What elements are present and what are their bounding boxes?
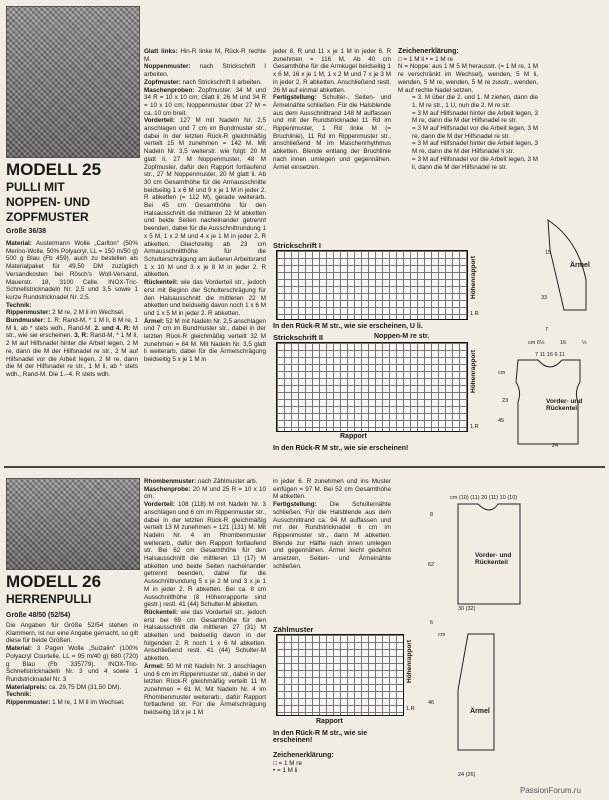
m26-col2-p: Rhombenmuster: nach Zählmuster arb. (144, 478, 258, 485)
zaehlmuster-hoehenrapport: Höhenrapport (406, 640, 413, 683)
model-25-size: Größe 36/38 (6, 228, 47, 235)
body-dim: 11 (539, 352, 546, 358)
model-25-col3 (273, 48, 391, 171)
model-25-subtitle-2: NOPPEN- UND (6, 195, 91, 209)
m25-legend-item: = 3 M auf Hilfsnadel vor die Arbeit legen, 3 M re, dann die M der Hilfsnadel re str. (412, 125, 538, 140)
sleeve-label-26: Ärmel (470, 708, 490, 715)
body-dim: 11 (559, 352, 565, 358)
body26-dim: 6 (430, 620, 434, 626)
model-26-col1 (6, 622, 138, 707)
sleeve-dim: 16 (560, 340, 567, 346)
m26-col1-p: Rippenmuster: 1 M re, 1 M li im Wechsel. (6, 699, 125, 707)
m25-legend-item: N = Noppe: aus 1 M 5 M herausstr. (= 1 M re, 1 M re verschränkt im Wechsel), wenden, 5 M li, wenden, 5 M re, wenden, 5 M re zusstr., wenden, M auf rechte Nadel setzen. (398, 63, 538, 94)
m26-col1-p: Technik: (6, 691, 32, 699)
m25-col2-p: Maschenproben: Zopfmuster: 34 M und 34 R = 10 x 10 cm; Glatt li: 26 M und 34 R = 10 x 10 cm; Noppenmuster über 27 M = ca. 10 cm breit. (144, 86, 266, 117)
footer-watermark: PassionForum.ru (520, 786, 581, 795)
m25-col1-p: Technik: (6, 301, 32, 309)
body26-dim: (32) (465, 606, 476, 612)
m26-col2-p: Vorderteil: 108 (118) M mit Nadeln Nr. 3 anschlagen und 6 cm im Rippenmuster str., dabei in der letzten Rück-R gleichmäßig verteilt 13 M zunehmen = 121 (131) M. Mit Nadeln Nr. 4 im Rhombenmuster weiterarb., dafür den Rapport fortlaufend str. Bei 62 cm Gesamthöhe für den Halsausschnitt die mittleren 13 (17) M abketten und beide Seiten nacheinander getrennt beenden, dabei für die Ausschnittrundung 5 x je 2 M und 3 x je 1 M in jeder 2. R abketten. Bei ca. 8 cm Ausschnitthöhe (8 Höhenrapporte sind gestr.) restl. 41 (44) Schulter-M abketten. (144, 501, 266, 609)
body-label-25: Vorder- und Rückenteil (546, 398, 583, 412)
zaehlmuster-row-1: 1.R (406, 706, 415, 712)
model-26-subtitle: HERRENPULLI (6, 592, 92, 606)
m25-legend-item: = 3 M auf Hilfsnadel vor die Arbeit legen, 3 M li, dann die M der Hilfsnadel re str. (412, 155, 538, 171)
sleeve-dim: cm 6½ (528, 340, 545, 346)
knitting-chart-1 (276, 250, 468, 320)
m26-col2-p: Ärmel: 50 M mit Nadeln Nr. 3 anschlagen und 6 cm im Rippenmuster str., dabei in der letzten Rück-R gleichmäßig verteilt 11 M zunehmen = 61 M. Mit Nadeln Nr. 4 im Rhombenmuster weiterarb., dafür Rapport fortlaufend str. Für die Ärmelschrägung beidseitig 18 x je 1 M (144, 662, 266, 717)
chart-2-rapport: Rapport (340, 433, 367, 440)
model-25-subtitle-3: ZOPFMUSTER (6, 210, 89, 224)
chart-1-hoehenrapport: Höhenrapport (470, 256, 477, 299)
sleeve-dim: 33 (541, 295, 548, 301)
model-26-size: Größe 48/50 (52/54) (6, 612, 71, 619)
sleeve26-bottom (458, 772, 475, 778)
model-26-col2 (144, 478, 266, 717)
body26-dim: (10) (458, 495, 469, 501)
m25-col1-p: Bundmuster: 1. R: Rand-M, * 1 M li, 8 M re, 1 M li, ab * stets wdh., Rand-M. 2. und 4. R: M str., wie sie erscheinen. 3. R: Rand-M, * 1 M li, 2 M auf Hilfsnadel hinter die Arbeit legen, 2 M re, dann die M der Hilfsnadel re str., 2 M auf Hilfsnadel vor die Arbeit legen, 2 M re, dann die M der Hilfsnadel re str., 1 M li, ab * stets wdh., Rand-M. Die 1.–4. R stets wdh. (6, 317, 138, 378)
body26-bottom-dims (458, 606, 475, 612)
sleeve-dim: 7 (545, 327, 549, 333)
m26-legend-item: □ = 1 M re (273, 759, 302, 767)
chart-2-row-1: 1.R (470, 424, 479, 430)
m25-col2-p: Glatt links: Hin-R linke M, Rück-R rechte M. (144, 48, 266, 63)
m26-legend-item: • = 1 M li (273, 767, 298, 775)
zaehlmuster-caption: In den Rück-R M str., wie sie erscheinen! (273, 730, 368, 744)
body-label-26: Vorder- und Rückenteil (475, 552, 512, 566)
model-26-legend (273, 752, 391, 775)
m25-col1-p: Rippenmuster: 2 M re, 2 M li im Wechsel. (6, 309, 125, 317)
body26-dim: (10) (507, 495, 518, 501)
body-dim: cm (498, 370, 506, 376)
chart-2-hoehenrapport: Höhenrapport (470, 350, 477, 393)
model-25-heading: MODELL 25 (6, 160, 102, 179)
body26-dim: cm (450, 495, 458, 501)
m25-col2-p: Noppenmuster: nach Strickschrift I arbeiten. (144, 63, 266, 79)
m25-legend-item: = 3 M auf Hilfsnadel hinter die Arbeit legen, 3 M re, dann die M der Hilfsnadel li str. (412, 140, 538, 156)
m25-col3-p: Fertigstellung: Schulter-, Seiten- und Ärmelnähte schließen. Für die Halsblende aus dem Ausschnittrand 148 M auffassen und mit der Rundstricknadel 11 Rd im Rippenmuster, 1 Rd linke M (= Bruchlinie), 11 Rd im Rippenmuster str., anschließend M im Maschenrhythmus abketten. Blende entlang der Bruchlinie nach innen umlegen und gegennähen. Ärmel einsetzen. (273, 94, 391, 171)
chart-2-caption: In den Rück-R M str., wie sie erscheinen! (273, 445, 409, 452)
knitting-chart-2 (276, 342, 468, 432)
sleeve-schematic-26 (438, 630, 508, 760)
m26-col2-p: Rückenteil: wie das Vorderteil str., jedoch erst bei 69 cm Gesamthöhe für den Halsausschnitt die mittleren 27 (31) M abketten und beidseitig davon in der folgenden 2. R noch 1 x 6 M abketten. Anschließend restl. 41 (44) Schulter-M abketten. (144, 608, 266, 663)
m26-col1-p: Materialpreis: ca. 29,75 DM (31,50 DM). (6, 683, 122, 691)
model-25-col1 (6, 240, 138, 379)
body-dim: 6 (554, 352, 558, 358)
model-25-subtitle-1: PULLI MIT (6, 180, 65, 194)
body-dim-top (535, 352, 565, 358)
sleeve-dim: ½ (582, 340, 587, 346)
sleeve26-dim: cm (438, 632, 446, 638)
body-dim: 24 (552, 443, 559, 449)
body-dim: 16 (546, 352, 553, 358)
zaehlmuster-title: Zählmuster (273, 625, 314, 634)
zaehlmuster-chart (276, 634, 404, 716)
sleeve26-dim: 24 (458, 772, 465, 778)
chart-2-title: Strickschrift II (273, 333, 324, 342)
body26-dim: (11) (488, 495, 499, 501)
m26-col3-p: in jeder 6. R zunehmen und ins Muster einfügen = 97 M. Bei 52 cm Gesamthöhe M abketten. (273, 478, 391, 501)
m25-col3-p: jeder 8. R und 11 x je 1 M in jeder 6. R zunehmen = 116 M. Ab 40 cm Gesamthöhe für die Armkugel beidseitig 1 x 6 M, 16 x je 1 M, 1 x 2 M und 7 x je 3 M in jeder 2. R abketten. Anschließend restl. 26 M auf einmal abketten. (273, 48, 391, 94)
m25-col2-p: Rückenteil: wie das Vorderteil str., jedoch erst mit Beginn der Schulterschrägung für den Halsausschnitt die mittleren 22 M abketten und beidseitig davon noch 1 x 6 M und 1 x 5 M in jeder 2. R abketten. (144, 279, 266, 317)
sleeve-schematic-25 (520, 210, 604, 330)
sleeve26-dim: 46 (428, 700, 435, 706)
model-25-col2 (144, 48, 266, 364)
model-26-col3 (273, 478, 391, 570)
m25-col2-p: Vorderteil: 127 M mit Nadeln Nr. 2,5 anschlagen und 7 cm im Bundmuster str., dabei in der letzten Rück-R gleichmäßig verteilt 15 M zunehmen = 142 M. Mit Nadeln Nr. 3,5 weiterstr. wie folgt: 20 M glatt li, 27 M Noppenmuster, 48 M Zopfmuster, dafür den Rapport fortlaufend str., 27 M Noppenmuster, 20 M glatt li. Ab 30 cm Gesamthöhe für die Armausschnitte beidseitig 1 x 6 M und 9 x je 1 M in jeder 2. R abketten (= 112 M), gerade weiterarb. Bei 45 cm Gesamthöhe für den Halsausschnitt die mittleren 22 M abketten und beide Seiten nacheinander getrennt beenden, dabei für die Ausschnittrundung 1 x 5 M, 1 x 2 M und 4 x je 1 M in jeder 2. R abketten. Gleichzeitig ab 23 cm Armausschnitthöhe für die Schulterschrägung am äußeren Arbeitsrand 1 x 10 M und 3 x je 8 M in jeder 2. R abketten. (144, 117, 266, 279)
sleeve-dim: 15 (545, 250, 552, 256)
m26-col3-p: Fertigstellung: Die Schulternähte schließen. Für die Halsblende aus dem Ausschnittrand ca. 94 M auffassen und mit der Rundstricknadel 6 cm im Rippenmuster str., dann M abketten. Blende zur Hälfte nach innen umlegen und gegennähen. Ärmel leicht gedehnt ansetzen, Seiten- und Ärmelnähte schließen. (273, 501, 391, 570)
zaehlmuster-rapport: Rapport (316, 718, 343, 725)
chart-1-caption: In den Rück-R M str., wie sie erscheinen, U li. (273, 323, 423, 330)
body26-dims-top (450, 495, 517, 501)
body26-dim: (11) (470, 495, 480, 501)
sleeve26-dim: (26) (465, 772, 476, 778)
chart-1-title: Strickschrift I (273, 241, 321, 250)
chart-1-row-1: 1.R (470, 311, 479, 317)
body26-dim: 62 (428, 562, 435, 568)
m26-col1-p: Die Angaben für Größe 52/54 stehen in Klammern, ist nur eine Angabe gemacht, so gilt diese für beide Größen. (6, 622, 138, 645)
sleeve-label-25: Ärmel (570, 262, 590, 269)
chart-2-label: Noppen-M re str. (374, 333, 430, 340)
body26-dim: 10 (499, 495, 506, 501)
model-25-legend (398, 48, 538, 171)
m25-legend-item: □ = 1 M li • = 1 M re (398, 55, 453, 63)
body26-dim: 8 (430, 512, 434, 518)
m25-legend-item: = 3 M auf Hilfsnadel hinter die Arbeit legen, 3 M re, dann die M der Hilfsnadel re str. (412, 109, 538, 125)
m25-col2-p: Ärmel: 52 M mit Nadeln Nr. 2,5 anschlagen und 7 cm im Bundmuster str., dabei in der letzten Rück-R gleichmäßig verteilt 32 M zunehmen = 84 M. Mit Nadeln Nr. 3,5 glatt li weiterarb, dabei für die Ärmelschrägung beidseitig 5 x je 1 M in (144, 317, 266, 364)
m25-col2-p: Zopfmuster: nach Strickschrift II arbeiten. (144, 78, 262, 86)
m26-col1-p: Material: 3 Pagen Wolle „Suizalin“ (100% Polyacryl Courtelle, LL = 95 m/40 g) 680 (720) g Blau (Fb 335779). INOX-Tric-Schnellstricknadeln Nr. 3 und 4 sowie 1 Rundstricknadel Nr. 3 (6, 645, 138, 683)
sweater-photo-model-25 (6, 6, 140, 158)
body-dim: 45 (498, 418, 505, 424)
m25-legend-item: = 3. M über die 2. und 1. M ziehen, dann die 1. M re str., 1 U, nun die 2. M re str. (412, 94, 538, 109)
model-26-heading: MODELL 26 (6, 572, 102, 591)
section-divider (4, 466, 605, 468)
m26-legend-title: Zeichenerklärung: (273, 752, 334, 759)
body26-dim: 30 (458, 606, 465, 612)
m26-col2-p: Maschenprobe: 20 M und 25 R = 10 x 10 cm. (144, 485, 266, 501)
body-dim: 23 (502, 398, 509, 404)
sweater-photo-model-26 (6, 478, 140, 570)
m25-legend-title: Zeichenerklärung: (398, 48, 459, 55)
body-dim: 7 (535, 352, 539, 358)
body26-dim: 20 (481, 495, 488, 501)
m25-col1-p: Material: Austermann Wolle „Carlton“ (50% Merino-Wolle, 50% Polyacryl, LL = 150 m/50 g) 500 g Blau (Fb 459), auch zu bestellen als Materialpaket für 49,50 DM zuzüglich Versandkosten bei Rösch's Woll-Versand, Mauerstr. 18, 3100 Celle. INOX-Tric-Schnellstricknadeln Nr. 2,5 und 3,5 sowie 1 kurze Rundstricknadel Nr. 2,5. (6, 240, 138, 301)
